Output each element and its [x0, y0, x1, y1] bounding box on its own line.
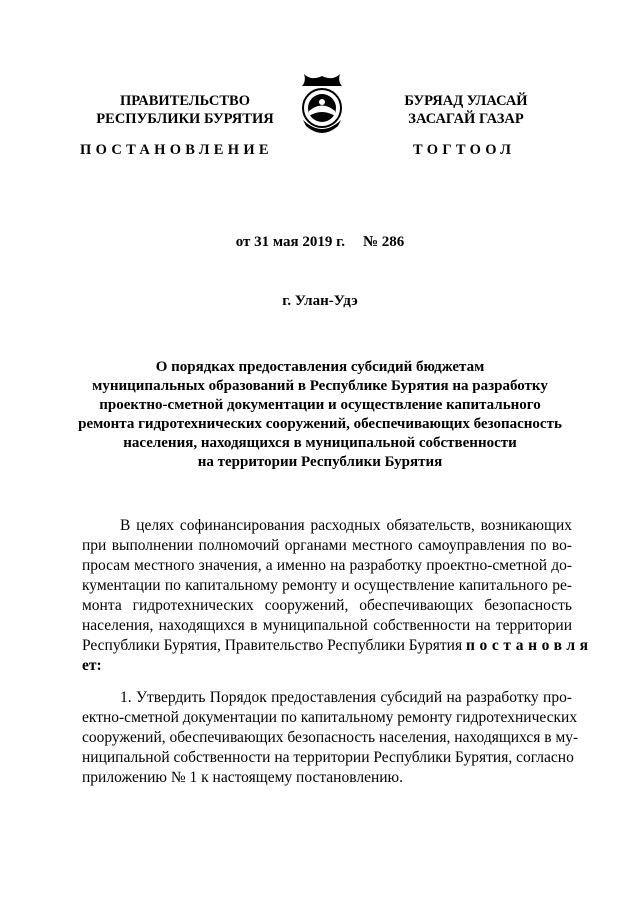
paragraph-line: 1. Утвердить Порядок предоставления субсидий на разработку про- — [120, 689, 572, 706]
paragraph-line-text: Республики Бурятия, Правительство Республики Бурятия — [82, 637, 463, 654]
paragraph-line — [82, 636, 593, 656]
decree-label-russian: ПОСТАНОВЛЕНИЕ — [80, 142, 273, 158]
decree-number: № 286 — [362, 234, 405, 250]
paragraph-line: кументации по капитальному ремонту и осуществление капитального ре- — [82, 577, 572, 594]
paragraph-line: монта гидротехнических сооружений, обеспечивающих безопасность — [82, 597, 572, 614]
paragraph-line: ектно-сметной документации по капитальному ремонту гидротехнических — [82, 709, 578, 726]
decree-keyword-ending: ет: — [82, 657, 102, 674]
title-line: населения, находящихся в муниципальной собственности — [123, 435, 517, 451]
city-name: г. Улан-Удэ — [282, 293, 358, 309]
paragraph-line: населения, находящихся в муниципальной собственности на территории — [82, 617, 572, 634]
decree-label-buryat: ТОГТООЛ — [413, 142, 516, 158]
government-name-buryat — [356, 92, 576, 128]
header-left-line-1: ПРАВИТЕЛЬСТВО — [120, 93, 250, 109]
header-right-line-1: БУРЯАД УЛАСАЙ — [404, 93, 528, 109]
paragraph-line: при выполнении полномочий органами местного самоуправления по во- — [82, 537, 572, 554]
header-left-line-2: РЕСПУБЛИКИ БУРЯТИЯ — [96, 111, 274, 127]
decree-date: от 31 мая 2019 г. — [235, 234, 345, 250]
title-line: проектно-сметной документации и осуществление капитального — [99, 397, 541, 413]
paragraph-line: просам местного значения, а именно на разработку проектно-сметной до- — [82, 557, 572, 574]
paragraph-line: приложению № 1 к настоящему постановлению. — [82, 769, 403, 786]
coat-of-arms-icon — [294, 70, 350, 140]
title-line: О порядках предоставления субсидий бюджетам — [155, 359, 485, 375]
header-right-line-2: ЗАСАГАЙ ГАЗАР — [408, 111, 524, 127]
title-line: на территории Республики Бурятия — [197, 454, 443, 470]
paragraph-line: сооружений, обеспечивающих безопасность населения, находящихся в му- — [82, 729, 579, 746]
document-title — [60, 358, 580, 472]
title-line: ремонта гидротехнических сооружений, обеспечивающих безопасность — [78, 416, 562, 432]
government-name-russian — [70, 92, 300, 128]
preamble-paragraph — [82, 516, 593, 676]
title-line: муниципальных образований в Республике Бурятия на разработку — [92, 378, 548, 394]
paragraph-line: В целях софинансирования расходных обязательств, возникающих — [120, 517, 572, 534]
decree-date-line — [0, 234, 640, 251]
clause-1-paragraph — [82, 688, 579, 788]
paragraph-line: ниципальной собственности на территории Республики Бурятия, согласно — [82, 749, 574, 766]
decree-keyword: постановля — [465, 637, 593, 654]
